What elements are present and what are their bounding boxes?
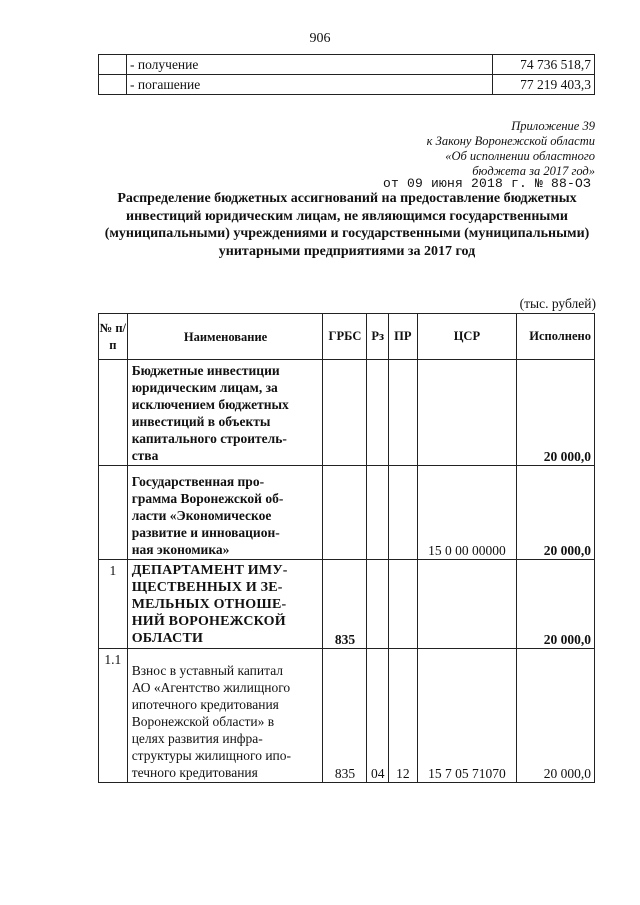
- page-number: 906: [309, 31, 331, 46]
- cell-csr: [417, 560, 516, 649]
- cell-grbs: [323, 466, 367, 560]
- appendix-line: бюджета за 2017 год»: [472, 164, 595, 178]
- cell-csr: [417, 360, 516, 466]
- cell-rz: [367, 360, 389, 466]
- header-sum: Исполнено: [517, 314, 595, 360]
- cell-name: [127, 360, 323, 466]
- cell-name: [127, 649, 323, 783]
- table-row: [99, 360, 595, 466]
- unit-label: (тыс. рублей): [519, 296, 596, 311]
- header-name: Наименование: [127, 314, 323, 360]
- cell-rz: [367, 466, 389, 560]
- header-rz: Рз: [367, 314, 389, 360]
- cell-num: [99, 360, 128, 466]
- cell-grbs: [323, 360, 367, 466]
- cell-num: 1.1: [99, 649, 128, 783]
- cell-csr: 15 0 00 00000: [417, 466, 516, 560]
- budget-table: [98, 313, 595, 783]
- cell-name-text: Бюджетные инвестиции юридическим лицам, за исключением бюджетных инвестиций в объекты капитального строитель- ства: [131, 363, 289, 463]
- table-row: [99, 55, 595, 75]
- cell-grbs: 835: [323, 560, 367, 649]
- cell-name-text: Государственная про- грамма Воронежской об- ласти «Экономическое развитие и инновацион- ная экономика»: [131, 474, 284, 557]
- header-num: № п/п: [99, 314, 128, 360]
- table-cell: [99, 55, 127, 75]
- document-title: Распределение бюджетных ассигнований на предоставление бюджетных инвестиций юридическим лицам, не являющимся государственными (муниципальными) учреждениями и государственными (муниципальными) унитарными предприятиями за 2017 год: [104, 191, 590, 259]
- row-label: - получение: [127, 55, 493, 75]
- appendix-line: к Закону Воронежской области: [426, 134, 595, 148]
- cell-pr: [389, 466, 418, 560]
- cell-sum: 20 000,0: [517, 360, 595, 466]
- cell-grbs: 835: [323, 649, 367, 783]
- cell-name-text: ДЕПАРТАМЕНТ ИМУ- ЩЕСТВЕННЫХ И ЗЕ- МЕЛЬНЫХ ОТНОШЕ- НИЙ ВОРОНЕЖСКОЙ ОБЛАСТИ: [131, 563, 288, 646]
- table-row: [99, 649, 595, 783]
- cell-name-text: Взнос в уставный капитал АО «Агентство жилищного ипотечного кредитования Воронежской области» в целях развития инфра- структуры жилищного ипо- течного кредитования: [131, 663, 292, 780]
- row-value: 77 219 403,3: [493, 75, 595, 95]
- cell-sum: 20 000,0: [517, 560, 595, 649]
- cell-num: 1: [99, 560, 128, 649]
- table-row: [99, 466, 595, 560]
- appendix-line: Приложение 39: [511, 119, 595, 133]
- row-label: - погашение: [127, 75, 493, 95]
- cell-pr: [389, 560, 418, 649]
- header-csr: ЦСР: [417, 314, 516, 360]
- cell-pr: [389, 360, 418, 466]
- cell-rz: 04: [367, 649, 389, 783]
- table-cell: [99, 75, 127, 95]
- top-table: [98, 54, 595, 95]
- appendix-line: «Об исполнении областного: [445, 149, 595, 163]
- cell-rz: [367, 560, 389, 649]
- decree-stamp: от 09 июня 2018 г. № 88-ОЗ: [382, 176, 591, 191]
- cell-sum: 20 000,0: [517, 649, 595, 783]
- table-row: [99, 75, 595, 95]
- cell-sum: 20 000,0: [517, 466, 595, 560]
- cell-name: [127, 466, 323, 560]
- header-grbs: ГРБС: [323, 314, 367, 360]
- header-pr: ПР: [389, 314, 418, 360]
- table-header-row: [99, 314, 595, 360]
- cell-name: [127, 560, 323, 649]
- appendix-note: [315, 119, 595, 179]
- cell-csr: 15 7 05 71070: [417, 649, 516, 783]
- cell-num: [99, 466, 128, 560]
- row-value: 74 736 518,7: [493, 55, 595, 75]
- table-row: [99, 560, 595, 649]
- cell-pr: 12: [389, 649, 418, 783]
